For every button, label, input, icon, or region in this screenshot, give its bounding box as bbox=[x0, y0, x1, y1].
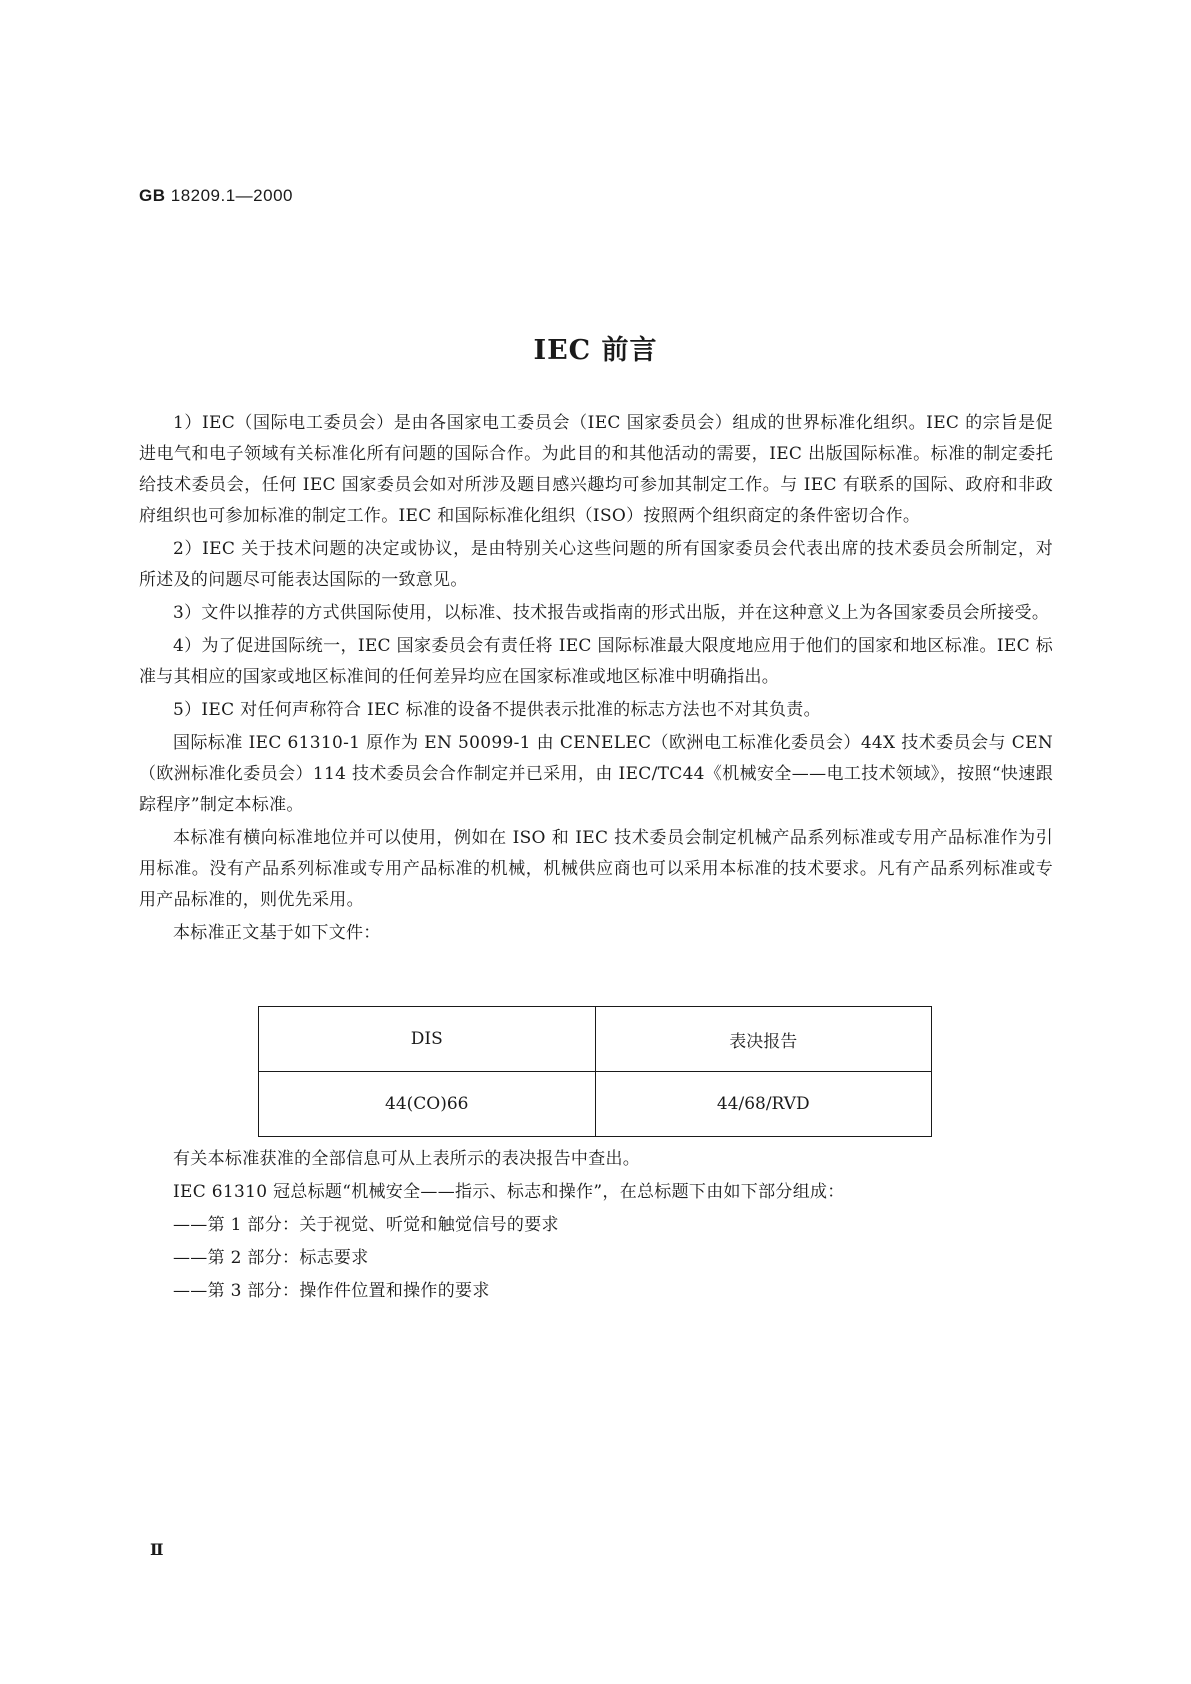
page-title: IEC 前言 bbox=[533, 335, 658, 366]
document-header bbox=[139, 186, 293, 206]
standard-code: 18209.1—2000 bbox=[170, 186, 294, 205]
list-item-part-3: ——第 3 部分：操作件位置和操作的要求 bbox=[173, 1281, 490, 1301]
paragraph-2: 2）IEC 关于技术问题的决定或协议，是由特别关心这些问题的所有国家委员会代表出席的技术委员会所制定，对所述及的问题尽可能表达国际的一致意见。 bbox=[139, 539, 1053, 590]
table-row bbox=[259, 1072, 932, 1137]
paragraph-info: 有关本标准获准的全部信息可从上表所示的表决报告中查出。 bbox=[173, 1149, 641, 1169]
table-header-voting-report: 表决报告 bbox=[595, 1007, 932, 1072]
paragraph-1: 1）IEC（国际电工委员会）是由各国家电工委员会（IEC 国家委员会）组成的世界标准化组织。IEC 的宗旨是促进电气和电子领域有关标准化所有问题的国际合作。为此目的和其他活动的需要，IEC 出版国际标准。标准的制定委托给技术委员会，任何 IEC 国家委员会如对所涉及题目感兴趣均可参加其制定工作。与 IEC 有联系的国际、政府和非政府组织也可参加标准的制定工作。IEC 和国际标准化组织（ISO）按照两个组织商定的条件密切合作。 bbox=[139, 413, 1053, 526]
standard-prefix: GB bbox=[139, 186, 166, 205]
document-basis-table bbox=[258, 1006, 932, 1137]
foreword-after-table bbox=[139, 1144, 1053, 1309]
table-header-row bbox=[259, 1007, 932, 1072]
paragraph-status: 本标准有横向标准地位并可以使用，例如在 ISO 和 IEC 技术委员会制定机械产品系列标准或专用产品标准作为引用标准。没有产品系列标准或专用产品标准的机械，机械供应商也可以采用本标准的技术要求。凡有产品系列标准或专用产品标准的，则优先采用。 bbox=[139, 828, 1053, 910]
table-cell-dis: 44(CO)66 bbox=[259, 1072, 596, 1137]
paragraph-5: 5）IEC 对任何声称符合 IEC 标准的设备不提供表示批准的标志方法也不对其负责。 bbox=[173, 700, 821, 720]
page-number: Ⅱ bbox=[150, 1540, 164, 1559]
foreword-body bbox=[139, 408, 1053, 951]
list-item-part-1: ——第 1 部分：关于视觉、听觉和触觉信号的要求 bbox=[173, 1215, 559, 1235]
paragraph-series-title: IEC 61310 冠总标题“机械安全——指示、标志和操作”，在总标题下由如下部分组成： bbox=[173, 1182, 845, 1202]
paragraph-origin: 国际标准 IEC 61310-1 原作为 EN 50099-1 由 CENELEC（欧洲电工标准化委员会）44X 技术委员会与 CEN（欧洲标准化委员会）114 技术委员会合作制定并已采用，由 IEC/TC44《机械安全——电工技术领域》，按照“快速跟踪程序”制定本标准。 bbox=[139, 733, 1053, 815]
list-item-part-2: ——第 2 部分：标志要求 bbox=[173, 1248, 369, 1268]
table-cell-voting-report: 44/68/RVD bbox=[595, 1072, 932, 1137]
paragraph-3: 3）文件以推荐的方式供国际使用，以标准、技术报告或指南的形式出版，并在这种意义上为各国家委员会所接受。 bbox=[173, 603, 1050, 623]
paragraph-4: 4）为了促进国际统一，IEC 国家委员会有责任将 IEC 国际标准最大限度地应用于他们的国家和地区标准。IEC 标准与其相应的国家或地区标准间的任何差异均应在国家标准或地区标准中明确指出。 bbox=[139, 636, 1053, 687]
paragraph-basis: 本标准正文基于如下文件： bbox=[173, 923, 381, 943]
table-header-dis: DIS bbox=[259, 1007, 596, 1072]
